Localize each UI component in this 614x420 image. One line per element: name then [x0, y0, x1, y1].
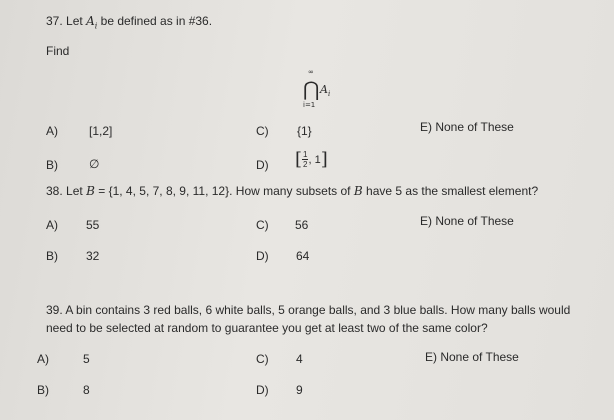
q38-option-c-value: 56: [295, 218, 309, 232]
q39-option-d-value: 9: [296, 383, 303, 397]
q38-option-b-value: 32: [86, 249, 100, 263]
q39-option-c-value: 4: [296, 352, 303, 366]
q37-option-a-value: [1,2]: [89, 124, 113, 138]
q39-prompt-line2: need to be selected at random to guarantee you get at least two of the same color?: [46, 321, 488, 335]
intersection-symbol: ⋂: [303, 77, 320, 101]
q38-prompt: 38. Let B = {1, 4, 5, 7, 8, 9, 11, 12}. How many subsets of B have 5 as the smallest element?: [46, 184, 539, 198]
q39-option-b-value: 8: [83, 383, 90, 397]
q37-option-c-value: {1}: [297, 124, 312, 138]
q37-option-d-letter: D): [256, 158, 269, 172]
q37-option-a-letter: A): [46, 124, 58, 138]
q37-term: $A_i$: [320, 83, 331, 99]
q39-option-c-letter: C): [256, 352, 269, 366]
q38-option-e: E) None of These: [420, 214, 514, 228]
q39-option-b-letter: B): [37, 383, 49, 397]
q38-option-d-value: 64: [296, 249, 310, 263]
q39-prompt-line1: 39. A bin contains 3 red balls, 6 white balls, 5 orange balls, and 3 blue balls. How many balls would: [46, 303, 571, 317]
q37-prompt: 37. Let $A_i$ be defined as in #36.: [46, 14, 213, 31]
q38-option-a-value: 55: [86, 218, 100, 232]
q37-option-c-letter: C): [256, 124, 269, 138]
q39-option-d-letter: D): [256, 383, 269, 397]
q37-option-b-value: ∅: [89, 157, 100, 171]
q39-option-a-value: 5: [83, 352, 90, 366]
q37-find: Find: [46, 44, 70, 58]
q39-number: 39.: [46, 303, 63, 317]
q37-option-d-value: [ $\frac{1}{2}$ , 1 ]: [295, 149, 328, 170]
q37-option-b-letter: B): [46, 158, 58, 172]
fraction: $\frac{1}{2}$: [303, 150, 308, 169]
q39-option-a-letter: A): [37, 352, 49, 366]
q39-option-e: E) None of These: [425, 350, 519, 364]
q37-lower-limit: i=1: [303, 101, 316, 109]
q37-number: 37.: [46, 14, 63, 28]
q38-option-c-letter: C): [256, 218, 269, 232]
q38-option-d-letter: D): [256, 249, 269, 263]
q37-option-e: E) None of These: [420, 120, 514, 134]
q38-option-a-letter: A): [46, 218, 58, 232]
q38-number: 38.: [46, 184, 63, 198]
q37-upper-limit: ∞: [308, 68, 314, 76]
q38-option-b-letter: B): [46, 249, 58, 263]
